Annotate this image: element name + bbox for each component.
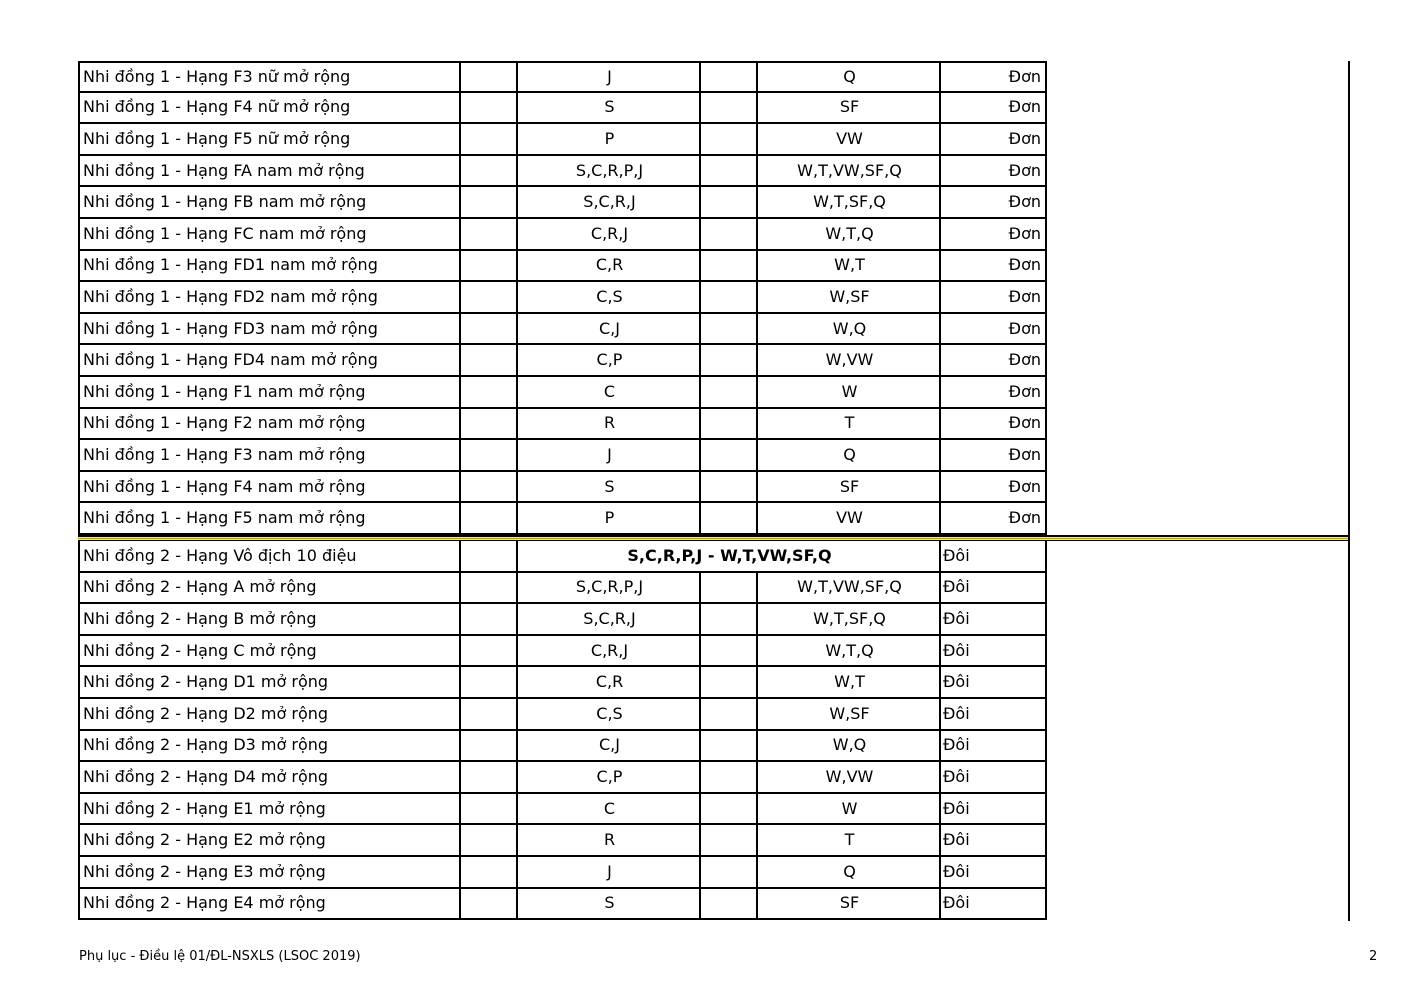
entry-type: Đôi bbox=[939, 667, 1047, 699]
table-row bbox=[78, 731, 1047, 763]
table-row bbox=[78, 762, 1047, 794]
table-row bbox=[78, 541, 1047, 573]
empty-cell bbox=[699, 889, 758, 921]
entry-type: Đôi bbox=[939, 604, 1047, 636]
category-name: Nhi đồng 1 - Hạng FD4 nam mở rộng bbox=[78, 345, 461, 377]
category-name: Nhi đồng 2 - Hạng C mở rộng bbox=[78, 636, 461, 668]
category-name: Nhi đồng 2 - Hạng D2 mở rộng bbox=[78, 699, 461, 731]
dances-standard: SF bbox=[756, 472, 941, 504]
dances-standard: W,T,VW,SF,Q bbox=[756, 573, 941, 605]
dances-standard: W bbox=[756, 794, 941, 826]
empty-cell bbox=[699, 636, 758, 668]
category-name: Nhi đồng 2 - Hạng E4 mở rộng bbox=[78, 889, 461, 921]
dances-combined: S,C,R,P,J - W,T,VW,SF,Q bbox=[516, 541, 941, 573]
dances-standard: W,T,VW,SF,Q bbox=[756, 156, 941, 188]
empty-cell bbox=[699, 124, 758, 156]
dances-standard: T bbox=[756, 409, 941, 441]
category-name: Nhi đồng 1 - Hạng F3 nam mở rộng bbox=[78, 440, 461, 472]
dances-latin: J bbox=[516, 857, 701, 889]
dances-latin: C,S bbox=[516, 699, 701, 731]
empty-cell bbox=[459, 251, 518, 283]
category-name: Nhi đồng 2 - Hạng E1 mở rộng bbox=[78, 794, 461, 826]
empty-cell bbox=[459, 794, 518, 826]
empty-cell bbox=[459, 440, 518, 472]
dances-latin: C,P bbox=[516, 345, 701, 377]
entry-type: Đơn bbox=[939, 93, 1047, 125]
entry-type: Đôi bbox=[939, 731, 1047, 763]
dances-latin: C,J bbox=[516, 731, 701, 763]
dances-standard: Q bbox=[756, 857, 941, 889]
category-name: Nhi đồng 2 - Hạng E2 mở rộng bbox=[78, 825, 461, 857]
empty-cell bbox=[459, 762, 518, 794]
entry-type: Đơn bbox=[939, 219, 1047, 251]
dances-latin: R bbox=[516, 825, 701, 857]
dances-latin: C,R bbox=[516, 251, 701, 283]
dances-latin: S bbox=[516, 889, 701, 921]
empty-cell bbox=[459, 187, 518, 219]
category-name: Nhi đồng 1 - Hạng F4 nữ mở rộng bbox=[78, 93, 461, 125]
empty-cell bbox=[459, 731, 518, 763]
page-right-border bbox=[1348, 61, 1350, 921]
entry-type: Đôi bbox=[939, 794, 1047, 826]
category-name: Nhi đồng 2 - Hạng D4 mở rộng bbox=[78, 762, 461, 794]
table-row bbox=[78, 187, 1047, 219]
category-name: Nhi đồng 1 - Hạng F1 nam mở rộng bbox=[78, 377, 461, 409]
table-row bbox=[78, 667, 1047, 699]
table-row bbox=[78, 636, 1047, 668]
entry-type: Đơn bbox=[939, 409, 1047, 441]
category-name: Nhi đồng 1 - Hạng F3 nữ mở rộng bbox=[78, 61, 461, 93]
empty-cell bbox=[459, 219, 518, 251]
table-row bbox=[78, 503, 1047, 535]
empty-cell bbox=[699, 187, 758, 219]
dances-latin: S,C,R,P,J bbox=[516, 156, 701, 188]
category-name: Nhi đồng 1 - Hạng F5 nam mở rộng bbox=[78, 503, 461, 535]
dances-latin: S bbox=[516, 472, 701, 504]
empty-cell bbox=[699, 762, 758, 794]
table-row bbox=[78, 573, 1047, 605]
empty-cell bbox=[699, 573, 758, 605]
section1-table bbox=[78, 61, 1047, 535]
category-name: Nhi đồng 1 - Hạng FC nam mở rộng bbox=[78, 219, 461, 251]
dances-latin: R bbox=[516, 409, 701, 441]
empty-cell bbox=[459, 667, 518, 699]
table-row bbox=[78, 156, 1047, 188]
dances-latin: S,C,R,J bbox=[516, 187, 701, 219]
category-name: Nhi đồng 1 - Hạng FD3 nam mở rộng bbox=[78, 314, 461, 346]
empty-cell bbox=[699, 61, 758, 93]
dances-latin: S,C,R,P,J bbox=[516, 573, 701, 605]
empty-cell bbox=[459, 472, 518, 504]
table-row bbox=[78, 794, 1047, 826]
entry-type: Đơn bbox=[939, 377, 1047, 409]
empty-cell bbox=[459, 61, 518, 93]
empty-cell bbox=[459, 124, 518, 156]
dances-standard: SF bbox=[756, 93, 941, 125]
empty-cell bbox=[699, 472, 758, 504]
table-row bbox=[78, 251, 1047, 283]
empty-cell bbox=[459, 314, 518, 346]
entry-type: Đôi bbox=[939, 762, 1047, 794]
empty-cell bbox=[459, 825, 518, 857]
empty-cell bbox=[699, 794, 758, 826]
dances-standard: W,T,Q bbox=[756, 636, 941, 668]
empty-cell bbox=[459, 857, 518, 889]
dances-standard: W bbox=[756, 377, 941, 409]
entry-type: Đơn bbox=[939, 187, 1047, 219]
table-row bbox=[78, 61, 1047, 93]
entry-type: Đôi bbox=[939, 636, 1047, 668]
dances-latin: C,J bbox=[516, 314, 701, 346]
dances-standard: W,Q bbox=[756, 731, 941, 763]
empty-cell bbox=[459, 541, 518, 573]
table-row bbox=[78, 93, 1047, 125]
entry-type: Đơn bbox=[939, 503, 1047, 535]
category-name: Nhi đồng 1 - Hạng F2 nam mở rộng bbox=[78, 409, 461, 441]
category-name: Nhi đồng 1 - Hạng F4 nam mở rộng bbox=[78, 472, 461, 504]
dances-latin: C,S bbox=[516, 282, 701, 314]
empty-cell bbox=[699, 825, 758, 857]
table-row bbox=[78, 604, 1047, 636]
dances-latin: C,P bbox=[516, 762, 701, 794]
empty-cell bbox=[459, 409, 518, 441]
category-name: Nhi đồng 2 - Hạng D1 mở rộng bbox=[78, 667, 461, 699]
table-row bbox=[78, 889, 1047, 921]
empty-cell bbox=[699, 440, 758, 472]
dances-latin: C bbox=[516, 794, 701, 826]
footer-reference: Phụ lục - Điều lệ 01/ĐL-NSXLS (LSOC 2019) bbox=[79, 949, 361, 964]
entry-type: Đôi bbox=[939, 857, 1047, 889]
dances-standard: W,VW bbox=[756, 762, 941, 794]
empty-cell bbox=[459, 345, 518, 377]
dances-standard: W,T,SF,Q bbox=[756, 604, 941, 636]
dances-latin: J bbox=[516, 440, 701, 472]
entry-type: Đơn bbox=[939, 314, 1047, 346]
empty-cell bbox=[699, 156, 758, 188]
empty-cell bbox=[699, 251, 758, 283]
table-row bbox=[78, 345, 1047, 377]
table-row bbox=[78, 699, 1047, 731]
category-name: Nhi đồng 2 - Hạng E3 mở rộng bbox=[78, 857, 461, 889]
dances-latin: C,R bbox=[516, 667, 701, 699]
dances-standard: VW bbox=[756, 124, 941, 156]
empty-cell bbox=[699, 93, 758, 125]
entry-type: Đơn bbox=[939, 124, 1047, 156]
dances-standard: W,VW bbox=[756, 345, 941, 377]
empty-cell bbox=[459, 604, 518, 636]
dances-standard: W,SF bbox=[756, 699, 941, 731]
entry-type: Đôi bbox=[939, 573, 1047, 605]
table-row bbox=[78, 124, 1047, 156]
table-row bbox=[78, 825, 1047, 857]
dances-latin: C,R,J bbox=[516, 636, 701, 668]
entry-type: Đôi bbox=[939, 541, 1047, 573]
category-name: Nhi đồng 1 - Hạng F5 nữ mở rộng bbox=[78, 124, 461, 156]
empty-cell bbox=[699, 503, 758, 535]
empty-cell bbox=[699, 219, 758, 251]
entry-type: Đơn bbox=[939, 345, 1047, 377]
category-name: Nhi đồng 1 - Hạng FD2 nam mở rộng bbox=[78, 282, 461, 314]
dances-standard: W,Q bbox=[756, 314, 941, 346]
entry-type: Đơn bbox=[939, 251, 1047, 283]
category-name: Nhi đồng 2 - Hạng Vô địch 10 điệu bbox=[78, 541, 461, 573]
entry-type: Đơn bbox=[939, 440, 1047, 472]
dances-latin: S bbox=[516, 93, 701, 125]
empty-cell bbox=[699, 345, 758, 377]
entry-type: Đơn bbox=[939, 472, 1047, 504]
entry-type: Đơn bbox=[939, 61, 1047, 93]
category-name: Nhi đồng 2 - Hạng A mở rộng bbox=[78, 573, 461, 605]
dances-standard: Q bbox=[756, 440, 941, 472]
dances-standard: W,SF bbox=[756, 282, 941, 314]
empty-cell bbox=[699, 604, 758, 636]
empty-cell bbox=[699, 282, 758, 314]
empty-cell bbox=[459, 282, 518, 314]
category-name: Nhi đồng 1 - Hạng FD1 nam mở rộng bbox=[78, 251, 461, 283]
section2-table bbox=[78, 541, 1047, 920]
dances-latin: J bbox=[516, 61, 701, 93]
empty-cell bbox=[459, 93, 518, 125]
empty-cell bbox=[699, 857, 758, 889]
empty-cell bbox=[699, 699, 758, 731]
empty-cell bbox=[459, 156, 518, 188]
dances-standard: W,T,Q bbox=[756, 219, 941, 251]
empty-cell bbox=[699, 731, 758, 763]
category-name: Nhi đồng 2 - Hạng B mở rộng bbox=[78, 604, 461, 636]
table-row bbox=[78, 440, 1047, 472]
empty-cell bbox=[459, 503, 518, 535]
table-row bbox=[78, 314, 1047, 346]
empty-cell bbox=[459, 889, 518, 921]
page-number: 2 bbox=[1369, 949, 1378, 964]
dances-standard: T bbox=[756, 825, 941, 857]
category-name: Nhi đồng 2 - Hạng D3 mở rộng bbox=[78, 731, 461, 763]
entry-type: Đơn bbox=[939, 156, 1047, 188]
empty-cell bbox=[459, 699, 518, 731]
entry-type: Đôi bbox=[939, 889, 1047, 921]
empty-cell bbox=[459, 377, 518, 409]
table-row bbox=[78, 857, 1047, 889]
table-row bbox=[78, 409, 1047, 441]
empty-cell bbox=[459, 573, 518, 605]
category-name: Nhi đồng 1 - Hạng FB nam mở rộng bbox=[78, 187, 461, 219]
empty-cell bbox=[699, 667, 758, 699]
dances-standard: W,T bbox=[756, 667, 941, 699]
table-row bbox=[78, 219, 1047, 251]
dances-standard: Q bbox=[756, 61, 941, 93]
entry-type: Đôi bbox=[939, 699, 1047, 731]
dances-latin: P bbox=[516, 503, 701, 535]
dances-latin: C,R,J bbox=[516, 219, 701, 251]
empty-cell bbox=[459, 636, 518, 668]
dances-standard: VW bbox=[756, 503, 941, 535]
dances-standard: W,T bbox=[756, 251, 941, 283]
empty-cell bbox=[699, 377, 758, 409]
table-row bbox=[78, 377, 1047, 409]
entry-type: Đôi bbox=[939, 825, 1047, 857]
dances-standard: W,T,SF,Q bbox=[756, 187, 941, 219]
table-row bbox=[78, 282, 1047, 314]
empty-cell bbox=[699, 314, 758, 346]
empty-cell bbox=[699, 409, 758, 441]
dances-standard: SF bbox=[756, 889, 941, 921]
table-row bbox=[78, 472, 1047, 504]
dances-latin: S,C,R,J bbox=[516, 604, 701, 636]
entry-type: Đơn bbox=[939, 282, 1047, 314]
dances-latin: C bbox=[516, 377, 701, 409]
category-name: Nhi đồng 1 - Hạng FA nam mở rộng bbox=[78, 156, 461, 188]
dances-latin: P bbox=[516, 124, 701, 156]
